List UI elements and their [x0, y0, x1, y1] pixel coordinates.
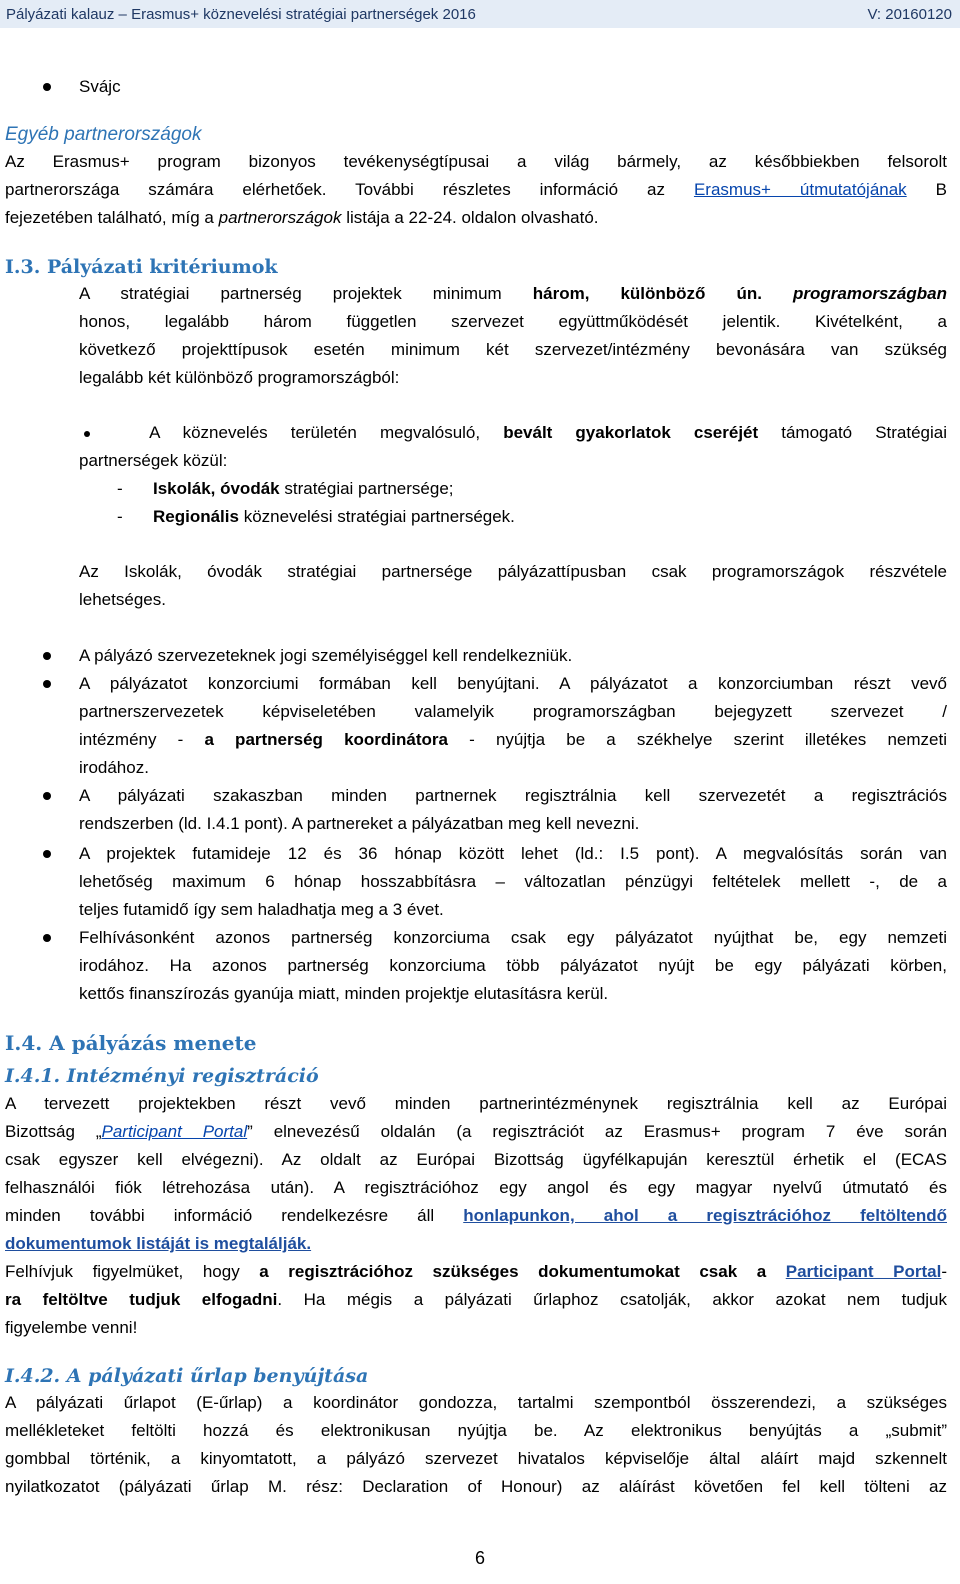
registration-docs-link[interactable]: honlapunkon, ahol a regisztrációhoz feltöltendő — [463, 1206, 947, 1225]
page-number: 6 — [474, 1548, 485, 1568]
registration-docs-link-continued[interactable]: dokumentumok listáját is megtalálják. — [5, 1234, 312, 1253]
paragraph-line: Bizottság „Participant Portal” elnevezésű oldalán (a regisztrációt az Erasmus+ program 7 éve során — [5, 1122, 948, 1141]
subheading-partner-countries: Egyéb partnerországok — [5, 124, 202, 145]
subsection-heading-registration: I.4.1. Intézményi regisztráció — [5, 1065, 319, 1087]
list-item-continuation: teljes futamidő így sem haladhatja meg a 3 évet. — [79, 900, 444, 919]
bullet-dot — [43, 680, 51, 688]
list-item-continuation: irodához. Ha azonos partnerség konzorciuma több pályázatot nyújt be egy pályázati körben, — [79, 956, 947, 975]
list-item-continuation: irodához. — [79, 758, 149, 777]
paragraph-line: következő projekttípusok esetén minimum két szervezet/intézmény bevonására van szükség — [79, 340, 947, 359]
list-item: A pályázatot konzorciumi formában kell benyújtani. A pályázatot a konzorciumban részt vevő — [79, 674, 947, 693]
paragraph-line — [5, 1230, 947, 1258]
paragraph-line: Az Erasmus+ program bizonyos tevékenységtípusai a világ bármely, az későbbiekben felsorolt — [5, 152, 947, 171]
bullet-dot — [43, 83, 51, 91]
paragraph-line: nyilatkozatot (pályázati űrlap M. rész: Declaration of Honour) az aláírást követően fel kell tölteni az — [5, 1477, 947, 1496]
participant-portal-link-2[interactable]: Participant Portal — [785, 1262, 942, 1281]
header-title: Pályázati kalauz – Erasmus+ köznevelési stratégiai partnerségek 2016 — [6, 5, 476, 23]
paragraph-line: gombbal történik, a kinyomtatott, a pályázó szervezet hivatalos képviselője által aláírt majd szkennelt — [5, 1449, 947, 1468]
paragraph-line: Az Iskolák, óvodák stratégiai partnersége pályázattípusban csak programországok részvétele — [79, 562, 947, 581]
paragraph-line: Felhívjuk figyelmüket, hogy a regisztrációhoz szükséges dokumentumokat csak a Participant Portal- — [5, 1262, 947, 1281]
paragraph-line: minden további információ rendelkezésre áll honlapunkon, ahol a regisztrációhoz feltöltendő — [5, 1206, 947, 1225]
list-item-continuation: partnerségek közül: — [79, 451, 228, 470]
dash-marker: - — [117, 479, 123, 498]
list-item: Felhívásonként azonos partnerség konzorciuma csak egy pályázatot nyújthat be, egy nemzeti — [79, 928, 947, 947]
bullet-dot — [43, 934, 51, 942]
list-item-continuation: partnerszervezetek képviseletében valamelyik programországban bejegyzett szervezet / — [79, 702, 947, 721]
section-heading-criteria: I.3. Pályázati kritériumok — [5, 256, 278, 278]
bullet-dot — [43, 850, 51, 858]
list-item-continuation: kettős finanszírozás gyanúja miatt, minden projektje elutasításra kerül. — [79, 984, 609, 1003]
paragraph-line: mellékleteket feltölti hozzá és elektronikusan nyújtja be. Az elektronikus benyújtás a „submit” — [5, 1421, 947, 1440]
dash-marker: - — [117, 507, 123, 526]
bullet-dot — [43, 652, 51, 660]
list-item: A projektek futamideje 12 és 36 hónap között lehet (ld.: I.5 pont). A megvalósítás során van — [79, 844, 947, 863]
paragraph-line: felhasználói fiók létrehozása után). A regisztrációhoz egy angol és egy magyar nyelvű útmutató és — [5, 1178, 947, 1197]
subsection-heading-submission: I.4.2. A pályázati űrlap benyújtása — [5, 1365, 369, 1387]
paragraph-line: figyelembe venni! — [5, 1318, 138, 1337]
list-item-continuation: rendszerben (ld. I.4.1 pont). A partnereket a pályázatban meg kell nevezni. — [79, 814, 640, 833]
participant-portal-link[interactable]: Participant Portal — [101, 1122, 248, 1141]
paragraph-line: csak egyszer kell elvégezni). Az oldalt az Európai Bizottság ügyfélkapuján keresztül érhetik el (ECAS — [5, 1150, 947, 1169]
paragraph-line: honos, legalább három független szervezet együttműködését jelentik. Kivételként, a — [79, 312, 948, 331]
list-item: A pályázó szervezeteknek jogi személyiséggel kell rendelkezniük. — [79, 646, 573, 665]
dash-item: Iskolák, óvodák stratégiai partnersége; — [153, 479, 454, 498]
paragraph-line: lehetséges. — [79, 590, 166, 609]
list-item: A pályázati szakaszban minden partnernek regisztrálnia kell szervezetét a regisztrációs — [79, 786, 947, 805]
paragraph-line: ra feltöltve tudjuk elfogadni. Ha mégis a pályázati űrlaphoz csatolják, akkor azokat nem tudjuk — [5, 1290, 948, 1309]
paragraph-line: fejezetében található, míg a partnerországok listája a 22-24. oldalon olvasható. — [5, 208, 599, 227]
bullet-dot — [43, 792, 51, 800]
section-heading-process: I.4. A pályázás menete — [5, 1031, 257, 1055]
paragraph-line: legalább két különböző programországból: — [79, 368, 400, 387]
list-item: Svájc — [79, 77, 121, 96]
erasmus-guide-link[interactable]: Erasmus+ útmutatójának — [693, 180, 907, 199]
list-item-continuation: intézmény - a partnerség koordinátora - nyújtja be a székhelye szerint illetékes nemzeti — [79, 730, 947, 749]
header-version: V: 20160120 — [867, 5, 952, 23]
running-header — [0, 0, 960, 28]
paragraph-line: A tervezett projektekben részt vevő minden partnerintézménynek regisztrálnia kell az Európai — [5, 1094, 947, 1113]
dash-item: Regionális köznevelési stratégiai partnerségek. — [153, 507, 515, 526]
paragraph-line: partnerországa számára elérhetőek. További részletes információ az Erasmus+ útmutatójának B — [5, 180, 947, 199]
paragraph-line: A pályázati űrlapot (E-űrlap) a koordinátor gondozza, tartalmi szempontból összerendezi, a szükséges — [5, 1393, 947, 1412]
list-item-continuation: lehetőség maximum 6 hónap hosszabbításra – változatlan pénzügyi feltételek mellett -, de a — [79, 872, 947, 891]
list-item: A köznevelés területén megvalósuló, bevált gyakorlatok cseréjét támogató Stratégiai — [149, 423, 948, 442]
paragraph-line: A stratégiai partnerség projektek minimum három, különböző ún. programországban — [79, 284, 947, 303]
